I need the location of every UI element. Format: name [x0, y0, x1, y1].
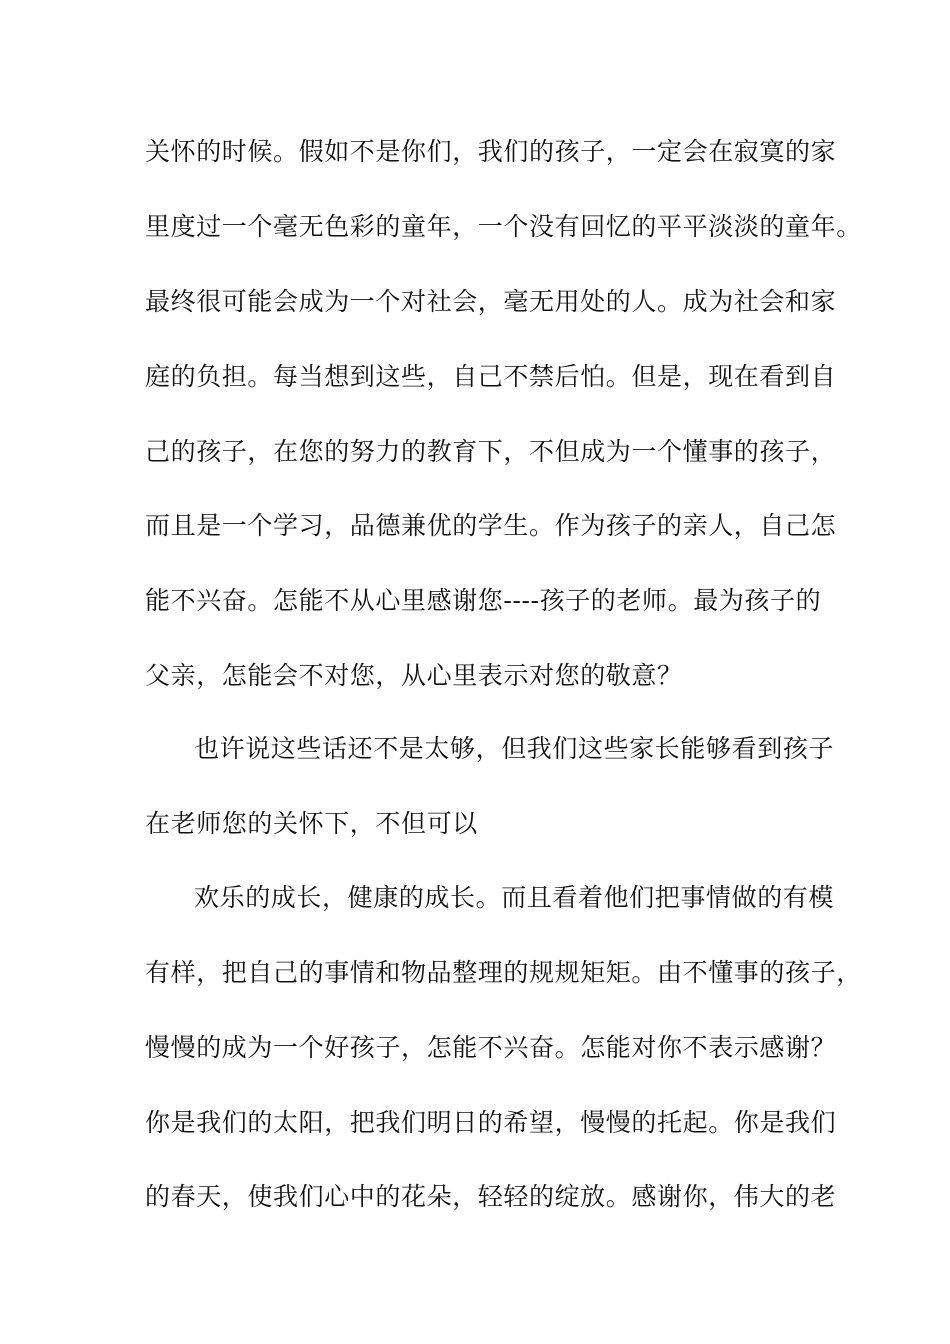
text-line: 最终很可能会成为一个对社会，毫无用处的人。成为社会和家	[145, 287, 837, 316]
text-line: 父亲，怎能会不对您，从心里表示对您的敬意？	[145, 661, 683, 690]
text-line: 关怀的时候。假如不是你们，我们的孩子，一定会在寂寞的家	[145, 137, 837, 166]
text-line: 在老师您的关怀下，不但可以	[145, 809, 478, 838]
paragraph-start-line: 也许说这些话还不是太够，但我们这些家长能够看到孩子	[194, 734, 835, 763]
paragraph-start-line: 欢乐的成长，健康的成长。而且看着他们把事情做的有模	[194, 883, 835, 912]
text-line: 能不兴奋。怎能不从心里感谢您----孩子的老师。最为孩子的	[145, 586, 822, 615]
text-line: 慢慢的成为一个好孩子，怎能不兴奋。怎能对你不表示感谢？	[145, 1033, 837, 1062]
text-line: 己的孩子，在您的努力的教育下，不但成为一个懂事的孩子，	[145, 437, 837, 466]
text-line: 你是我们的太阳，把我们明日的希望，慢慢的托起。你是我们	[145, 1108, 837, 1137]
text-line: 里度过一个毫无色彩的童年，一个没有回忆的平平淡淡的童年。	[145, 212, 862, 241]
text-line: 庭的负担。每当想到这些，自己不禁后怕。但是，现在看到自	[145, 362, 837, 391]
text-line: 而且是一个学习，品德兼优的学生。作为孩子的亲人，自己怎	[145, 511, 837, 540]
text-line: 的春天，使我们心中的花朵，轻轻的绽放。感谢你，伟大的老	[145, 1182, 837, 1211]
text-line: 有样，把自己的事情和物品整理的规规矩矩。由不懂事的孩子，	[145, 958, 862, 987]
